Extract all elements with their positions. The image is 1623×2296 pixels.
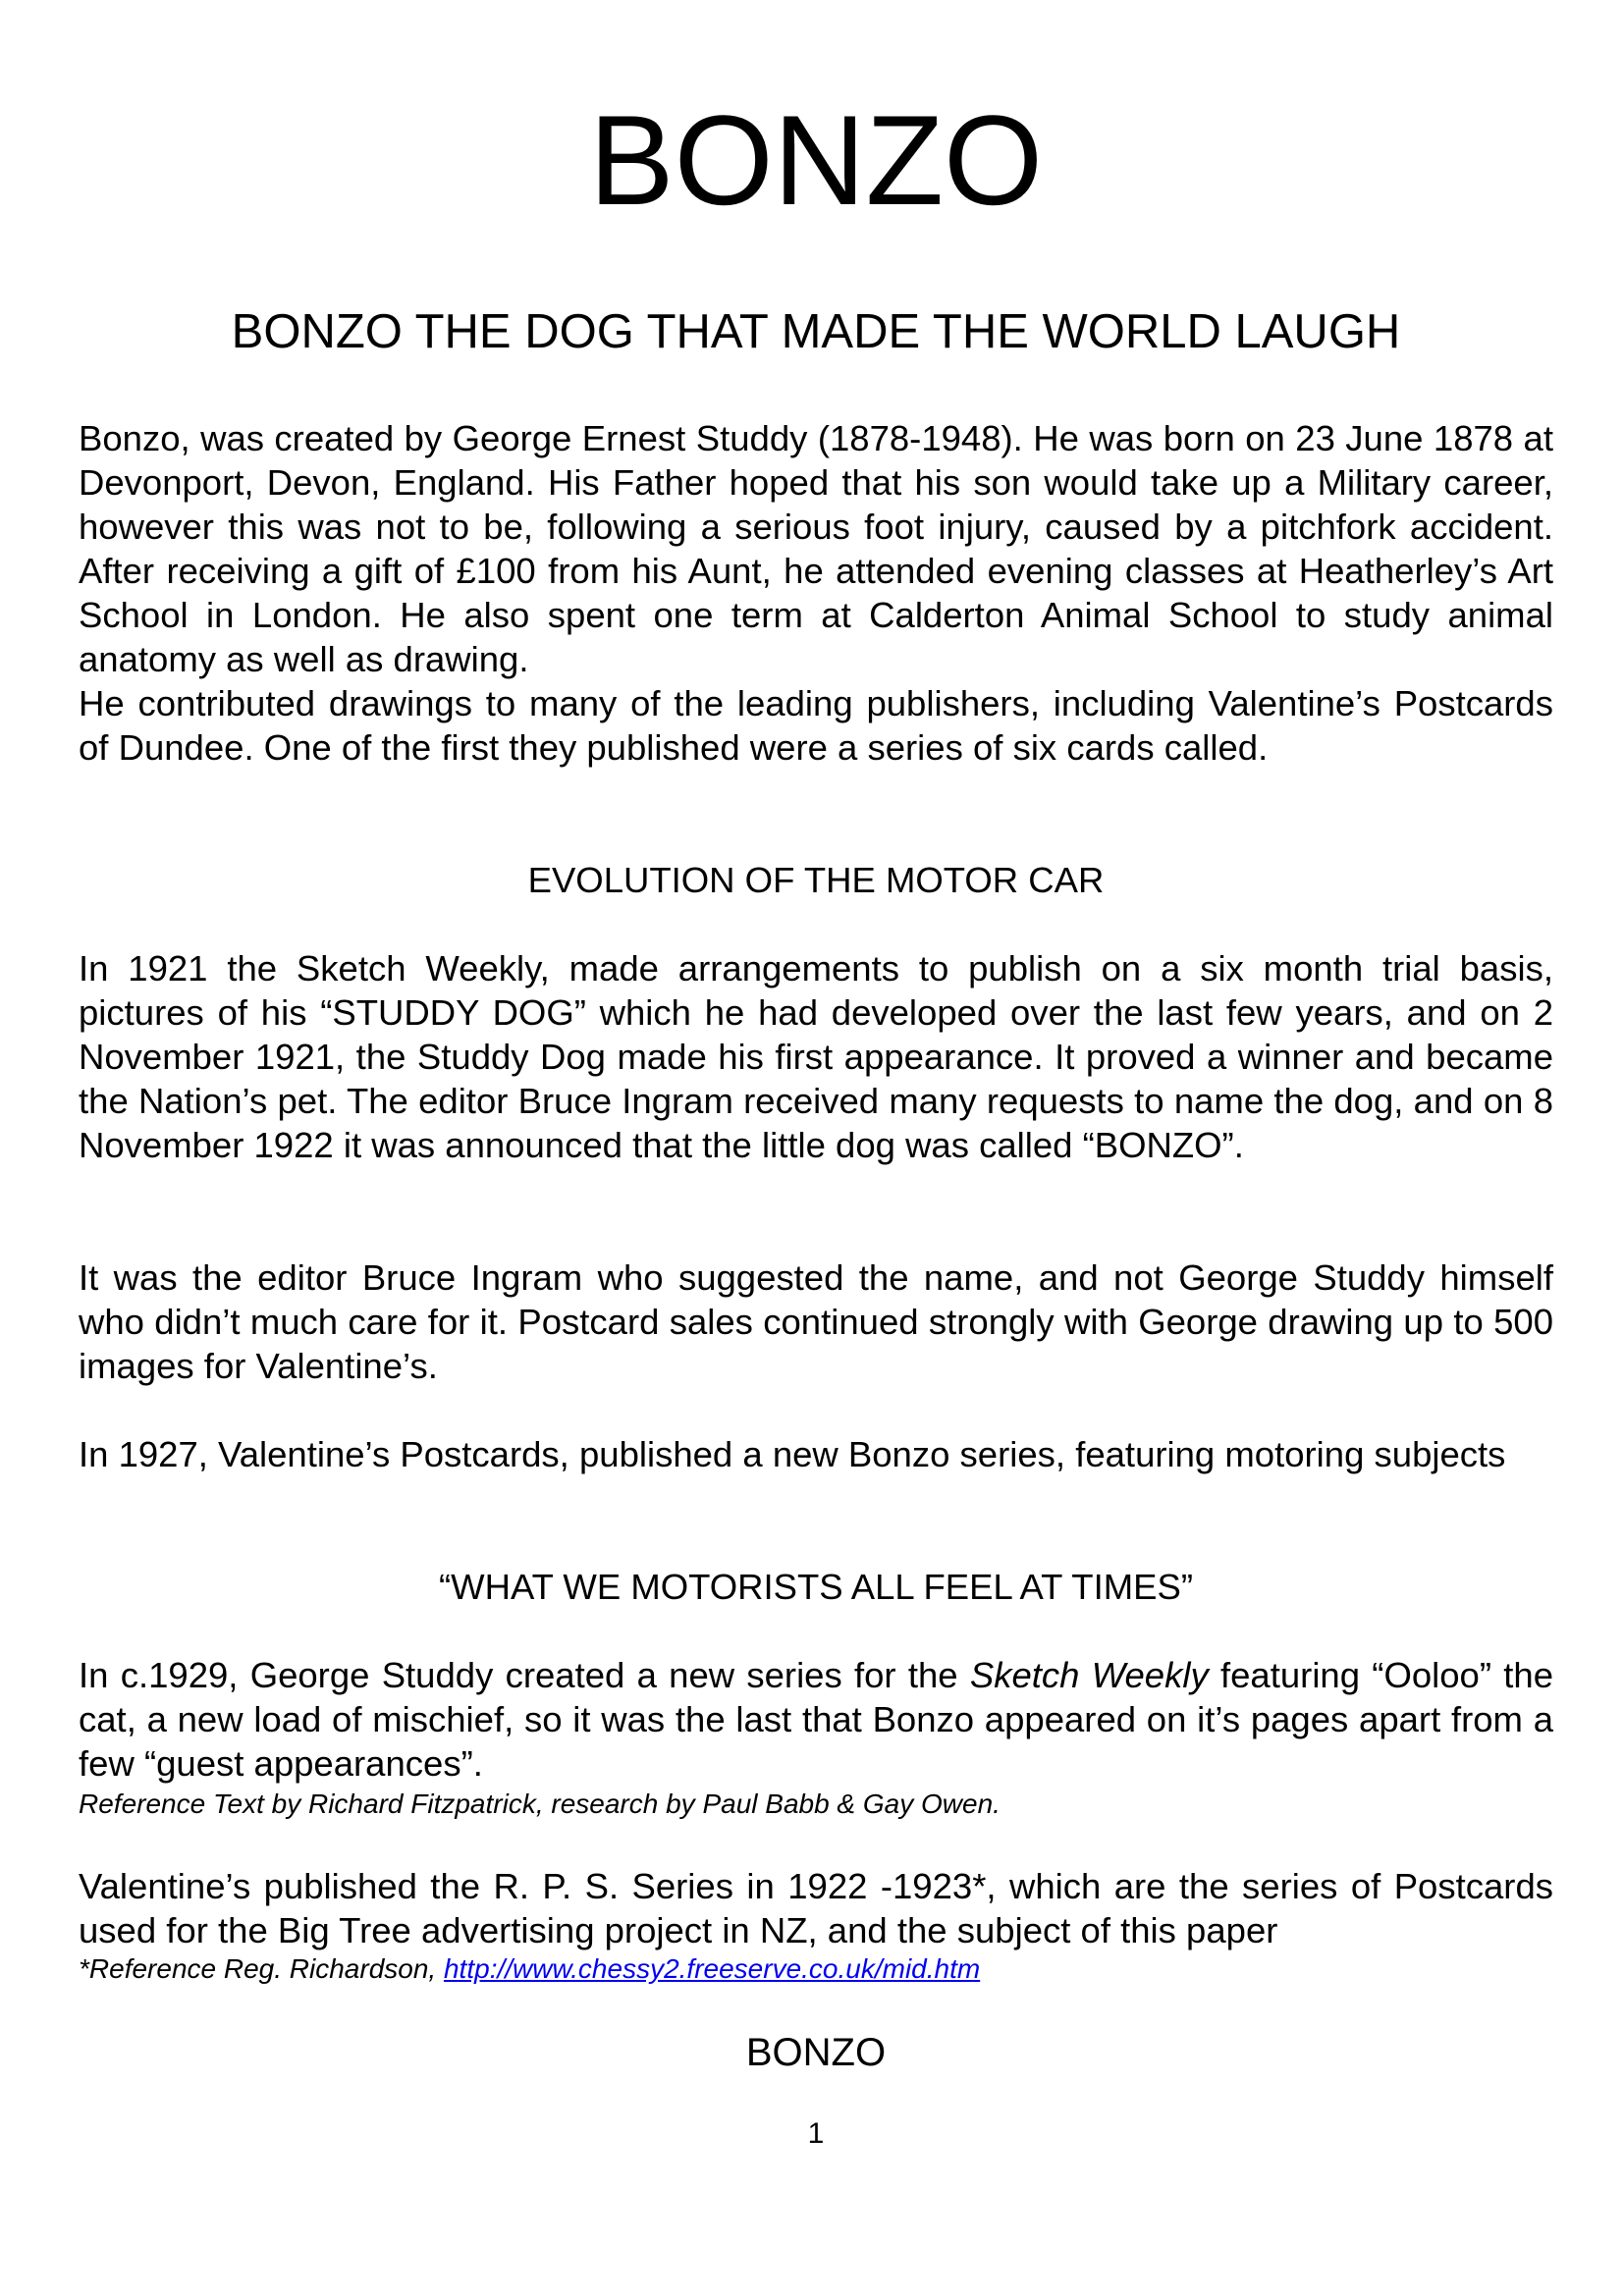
page-subtitle: BONZO THE DOG THAT MADE THE WORLD LAUGH: [231, 305, 1401, 358]
paragraph-ooloo-start: In c.1929, George Studdy created a new series for the: [79, 1655, 970, 1695]
paragraph-motoring-series: In 1927, Valentine’s Postcards, published a new Bonzo series, featuring motoring subjects: [79, 1434, 1506, 1474]
page-title: BONZO: [588, 88, 1044, 232]
paragraph-naming: It was the editor Bruce Ingram who suggested the name, and not George Studdy himself who didn’t much care for it. Postcard sales continued strongly with George drawing up to 500 images for Valentine’s.: [79, 1257, 1553, 1386]
reference-note-2-prefix: *Reference Reg. Richardson,: [79, 1953, 444, 1984]
heading-evolution-motor-car: EVOLUTION OF THE MOTOR CAR: [527, 860, 1105, 900]
paragraph-publishers: He contributed drawings to many of the leading publishers, including Valentine’s Postcards of Dundee. One of the first they published were a series of six cards called.: [79, 683, 1553, 768]
paragraph-ooloo-italic: Sketch Weekly: [969, 1655, 1209, 1695]
reference-note-1: Reference Text by Richard Fitzpatrick, research by Paul Babb & Gay Owen.: [79, 1789, 1001, 1819]
reference-note-2: [79, 1952, 1553, 1986]
paragraph-ooloo-end: featuring “Ooloo” the cat, a new load of mischief, so it was the last that Bonzo appeared on it’s pages apart from a few “guest appearances”.: [79, 1655, 1553, 1784]
paragraph-sketch-weekly: In 1921 the Sketch Weekly, made arrangements to publish on a six month trial basis, pictures of his “STUDDY DOG” which he had developed over the last few years, and on 2 November 1921, the Studdy Dog made his first appearance. It proved a winner and became the Nation’s pet. The editor Bruce Ingram received many requests to name the dog, and on 8 November 1922 it was announced that the little dog was called “BONZO”.: [79, 948, 1553, 1165]
paragraph-rps-series: Valentine’s published the R. P. S. Series in 1922 -1923*, which are the series of Postcards used for the Big Tree advertising project in NZ, and the subject of this paper: [79, 1866, 1553, 1950]
page-number: 1: [807, 2117, 825, 2150]
paragraph-biography: Bonzo, was created by George Ernest Studdy (1878-1948). He was born on 23 June 1878 at Devonport, Devon, England. His Father hoped that his son would take up a Military career, however this was not to be, following a serious foot injury, caused by a pitchfork accident. After receiving a gift of £100 from his Aunt, he attended evening classes at Heatherley’s Art School in London. He also spent one term at Calderton Animal School to study animal anatomy as well as drawing.: [79, 418, 1553, 679]
heading-motorists: “WHAT WE MOTORISTS ALL FEEL AT TIMES”: [439, 1567, 1193, 1607]
reference-link[interactable]: http://www.chessy2.freeserve.co.uk/mid.htm: [443, 1953, 981, 1984]
paragraph-ooloo: [79, 1653, 1553, 1786]
footer-title: BONZO: [745, 2031, 887, 2074]
